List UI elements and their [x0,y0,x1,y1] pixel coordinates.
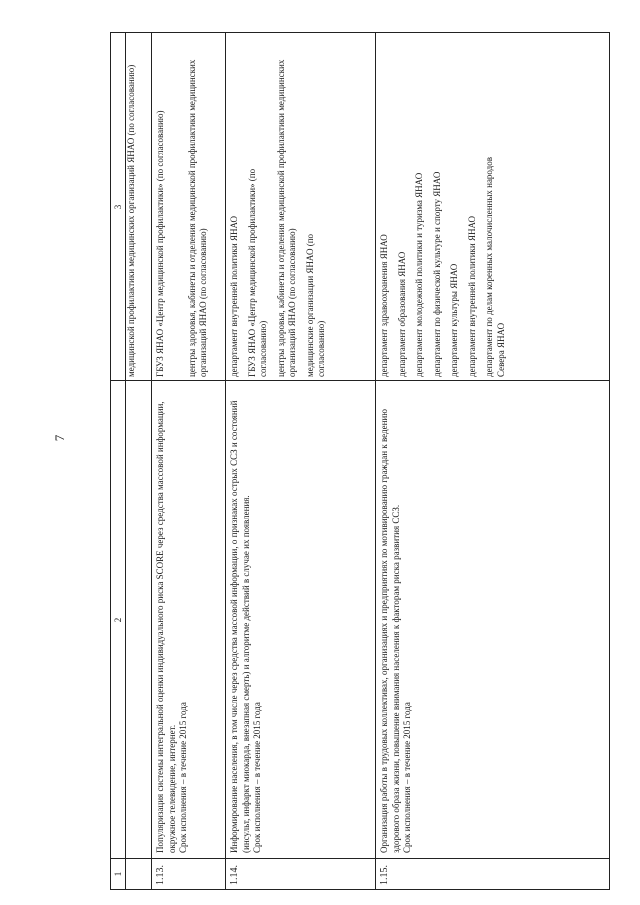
executor-item: департамент здравоохранения ЯНАО [379,234,389,377]
rotated-page [80,0,640,905]
executor-item: ГБУЗ ЯНАО «Центр медицинской профилактики» (по согласованию) [246,168,268,377]
row-divider [151,33,152,889]
executor-item: медицинские организации ЯНАО (по согласованию) [304,233,326,377]
executor-item: департамент по физической культуре и спорту ЯНАО [431,171,442,377]
executors [379,43,507,377]
executor-item: ГБУЗ ЯНАО «Центр медицинской профилактики» (по согласованию) [155,110,165,377]
measure-description: Организация работы в трудовых коллективах, организациях и предприятиях по мотивированию граждан к ведению здорового образа жизни, повышение внимания населения к факторам риска развития ССЗ. [379,409,401,853]
header-col-1: 1 [111,859,126,889]
column-divider [111,858,609,859]
executor-item: департамент культуры ЯНАО [449,263,459,377]
measure-deadline: Срок исполнения – в течение 2015 года [402,702,412,853]
column-divider [111,380,609,381]
executor-item: центры здоровья, кабинеты и отделения медицинской профилактики медицинских организаций ЯНАО (по согласованию) [186,59,208,377]
measure-text [229,387,264,853]
row-number: 1.15. [379,865,390,885]
executor-item: департамент по делам коренных малочисленных народов Севера ЯНАО [484,156,506,377]
page-number: 7 [52,434,67,442]
executor-item: департамент молодежной политики и туризма ЯНАО [414,172,424,377]
measure-text [379,387,414,853]
row-divider [225,33,226,889]
measure-text [155,387,190,853]
executors [155,43,210,377]
executors [229,43,328,377]
row-number: 1.14. [229,865,240,885]
header-col-2: 2 [111,381,126,859]
measure-description: Популяризация системы интегральной оценки индивидуального риска SCORE через средства массовой информации, окружное телевидение, интернет. [155,401,177,853]
executor-item: департамент внутренней политики ЯНАО [229,215,239,377]
executor-item: департамент внутренней политики ЯНАО [466,215,477,377]
measure-description: Информирование населения, в том числе через средства массовой информации, о признаках острых ССЗ и состояний (инсульт, инфаркт миокарда, внезапная смерть) и алгоритме действий в случае их появления. [229,400,251,853]
row-number: 1.13. [155,865,166,885]
row-divider [375,33,376,889]
executor-item: центры здоровья, кабинеты и отделения медицинской профилактики медицинских организаций ЯНАО (по согласованию) [275,59,297,377]
measure-deadline: Срок исполнения – в течение 2015 года [178,702,188,853]
continued-executor: медицинской профилактики медицинских организаций ЯНАО (по согласованию) [126,64,136,377]
plan-table [110,32,610,890]
measure-deadline: Срок исполнения – в течение 2015 года [252,702,262,853]
header-col-3: 3 [111,33,126,381]
executor-item: департамент образования ЯНАО [396,251,407,377]
